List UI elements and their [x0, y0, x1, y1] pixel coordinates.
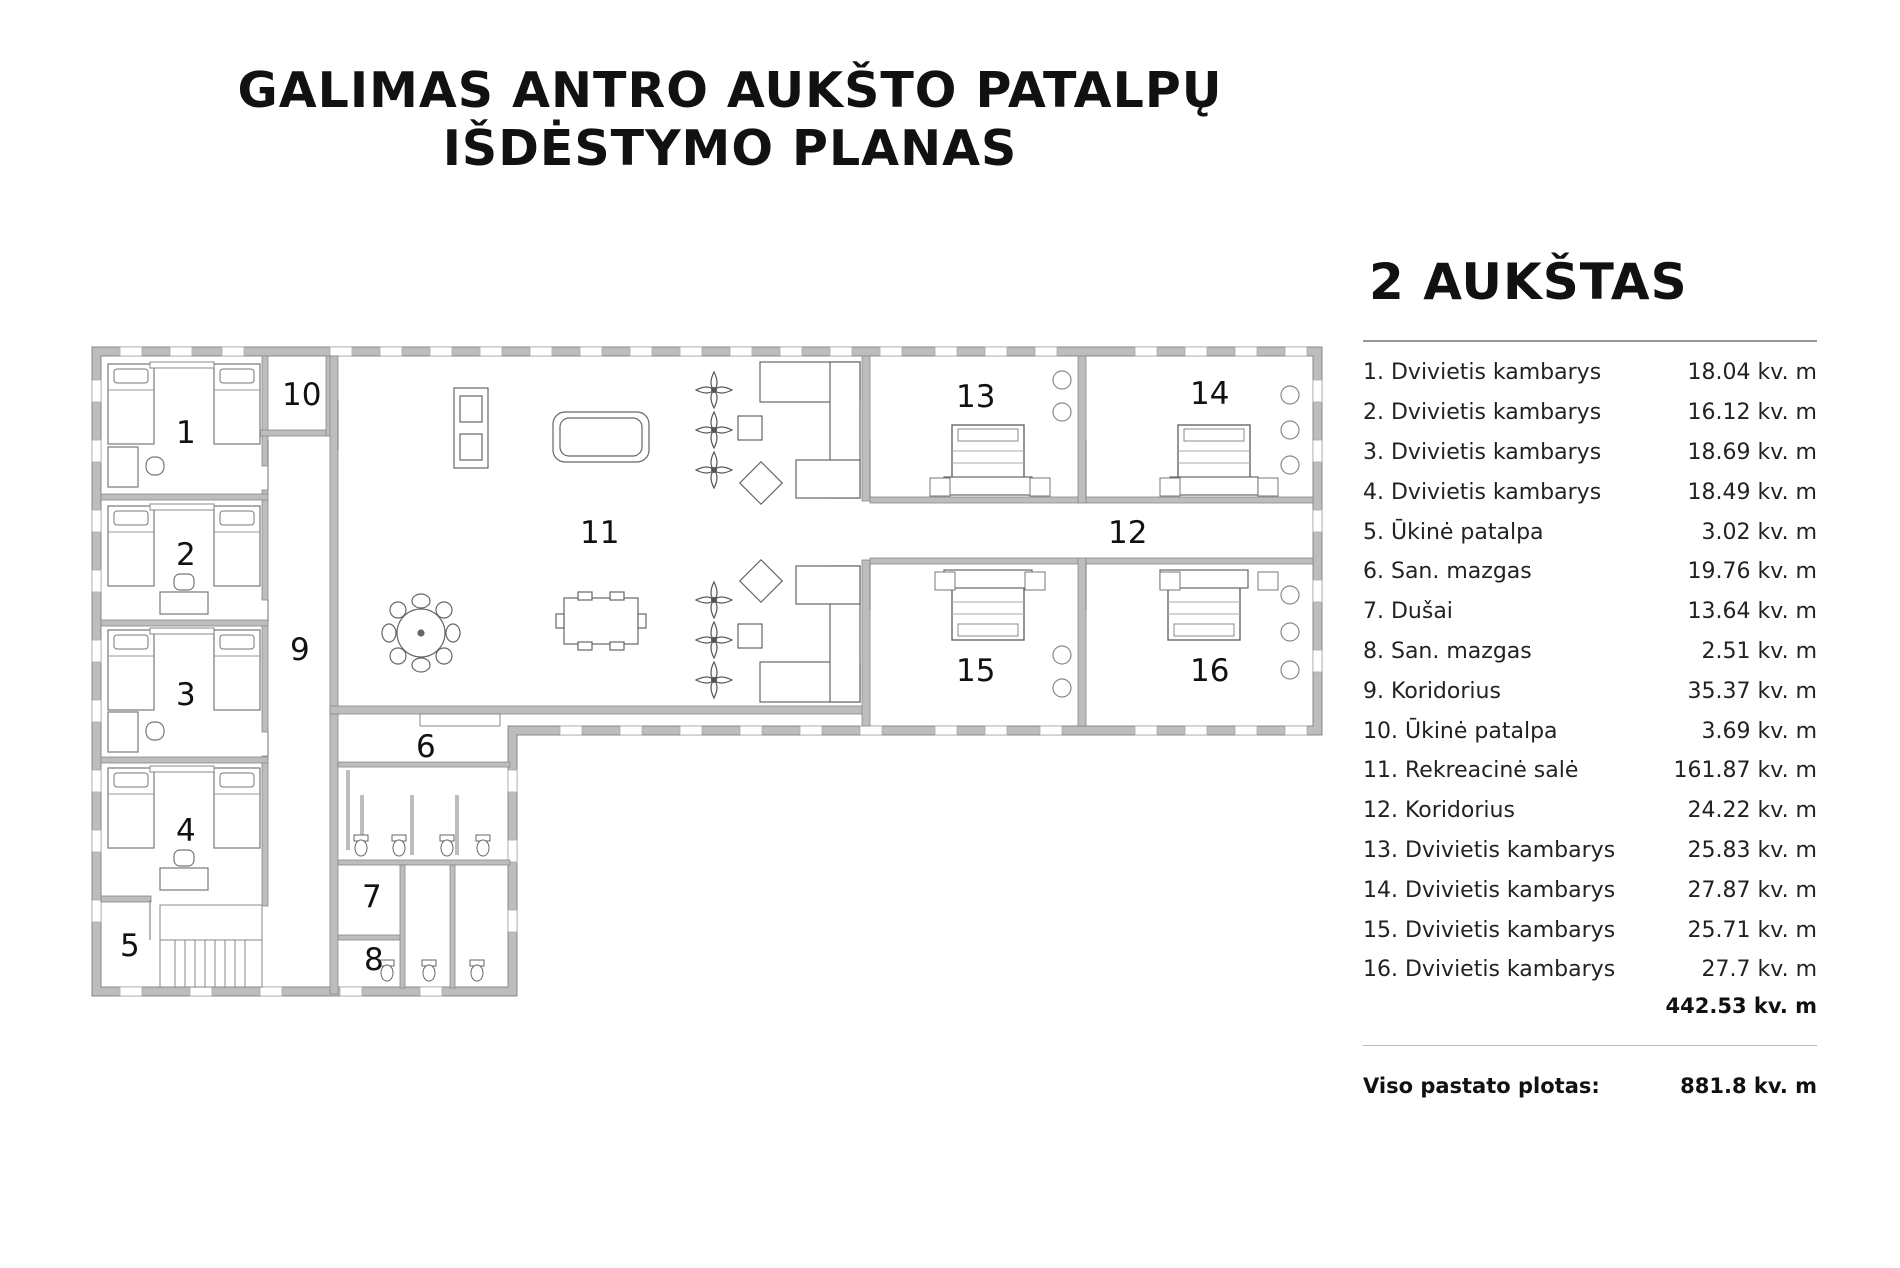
room-area: 25.71 kv. m: [1687, 917, 1817, 943]
room-label: 13. Dvivietis kambarys: [1363, 837, 1616, 863]
room-label: 12. Koridorius: [1363, 798, 1515, 824]
list-item: [1363, 353, 1817, 393]
list-item: [1363, 472, 1817, 512]
room-number-14: 14: [1190, 376, 1230, 412]
building-total-value: 881.8 kv. m: [1680, 1074, 1817, 1098]
room-area: 161.87 kv. m: [1673, 758, 1817, 784]
room-number-5: 5: [120, 928, 140, 964]
plan-title-line-2: IŠDĖSTYMO PLANAS: [442, 120, 1018, 177]
room-number-7: 7: [362, 879, 382, 915]
room-label: 4. Dvivietis kambarys: [1363, 479, 1602, 505]
divider-bottom: [1363, 1045, 1817, 1046]
room-label: 10. Ūkinė patalpa: [1363, 718, 1558, 744]
room-number-4: 4: [176, 813, 196, 849]
room-number-16: 16: [1190, 653, 1230, 689]
plan-title-line-1: GALIMAS ANTRO AUKŠTO PATALPŲ: [237, 62, 1223, 119]
room-number-8: 8: [364, 942, 384, 978]
room-area: 18.69 kv. m: [1687, 439, 1817, 465]
room-number-9: 9: [290, 632, 310, 668]
building-walls: [92, 347, 1322, 996]
room-label: 16. Dvivietis kambarys: [1363, 957, 1616, 983]
room-area-list: [1363, 353, 1817, 990]
room-label: 2. Dvivietis kambarys: [1363, 400, 1602, 426]
list-item: [1363, 791, 1817, 831]
list-item: [1363, 831, 1817, 871]
room-label: 14. Dvivietis kambarys: [1363, 877, 1616, 903]
room-number-12: 12: [1108, 515, 1148, 551]
room-number-10: 10: [282, 377, 322, 413]
divider-top: [1363, 340, 1817, 342]
room-area: 13.64 kv. m: [1687, 599, 1817, 625]
building-total-label: Viso pastato plotas:: [1363, 1074, 1600, 1098]
room-number-15: 15: [956, 653, 996, 689]
room-area: 24.22 kv. m: [1687, 798, 1817, 824]
room-label: 7. Dušai: [1363, 599, 1453, 625]
room-area: 25.83 kv. m: [1687, 837, 1817, 863]
room-area: 35.37 kv. m: [1687, 678, 1817, 704]
room-label: 8. San. mazgas: [1363, 638, 1532, 664]
room-area: 16.12 kv. m: [1687, 400, 1817, 426]
room-area: 3.02 kv. m: [1701, 519, 1817, 545]
room-number-13: 13: [956, 379, 996, 415]
room-number-2: 2: [176, 537, 196, 573]
room-number-6: 6: [416, 729, 436, 765]
list-item: [1363, 512, 1817, 552]
room-area: 2.51 kv. m: [1701, 638, 1817, 664]
room-label: 15. Dvivietis kambarys: [1363, 917, 1616, 943]
room-label: 3. Dvivietis kambarys: [1363, 439, 1602, 465]
room-area: 27.7 kv. m: [1701, 957, 1817, 983]
room-label: 11. Rekreacinė salė: [1363, 758, 1579, 784]
room-number-3: 3: [176, 677, 196, 713]
list-item: [1363, 870, 1817, 910]
room-label: 5. Ūkinė patalpa: [1363, 519, 1544, 545]
room-number-11: 11: [580, 515, 620, 551]
floor-total: 442.53 kv. m: [1665, 994, 1817, 1018]
room-area: 19.76 kv. m: [1687, 559, 1817, 585]
staircase: [160, 905, 262, 987]
list-item: [1363, 393, 1817, 433]
room-area: 18.04 kv. m: [1687, 360, 1817, 386]
list-item: [1363, 592, 1817, 632]
list-item: [1363, 711, 1817, 751]
list-item: [1363, 433, 1817, 473]
floor-title: 2 AUKŠTAS: [1369, 253, 1688, 311]
room-number-1: 1: [176, 415, 196, 451]
list-item: [1363, 632, 1817, 672]
list-item: [1363, 552, 1817, 592]
room-label: 9. Koridorius: [1363, 678, 1501, 704]
room-area: 27.87 kv. m: [1687, 877, 1817, 903]
list-item: [1363, 910, 1817, 950]
list-item: [1363, 950, 1817, 990]
room-label: 6. San. mazgas: [1363, 559, 1532, 585]
building-total: [1363, 1074, 1817, 1098]
room-label: 1. Dvivietis kambarys: [1363, 360, 1602, 386]
room-area: 3.69 kv. m: [1701, 718, 1817, 744]
room-area: 18.49 kv. m: [1687, 479, 1817, 505]
list-item: [1363, 751, 1817, 791]
list-item: [1363, 671, 1817, 711]
